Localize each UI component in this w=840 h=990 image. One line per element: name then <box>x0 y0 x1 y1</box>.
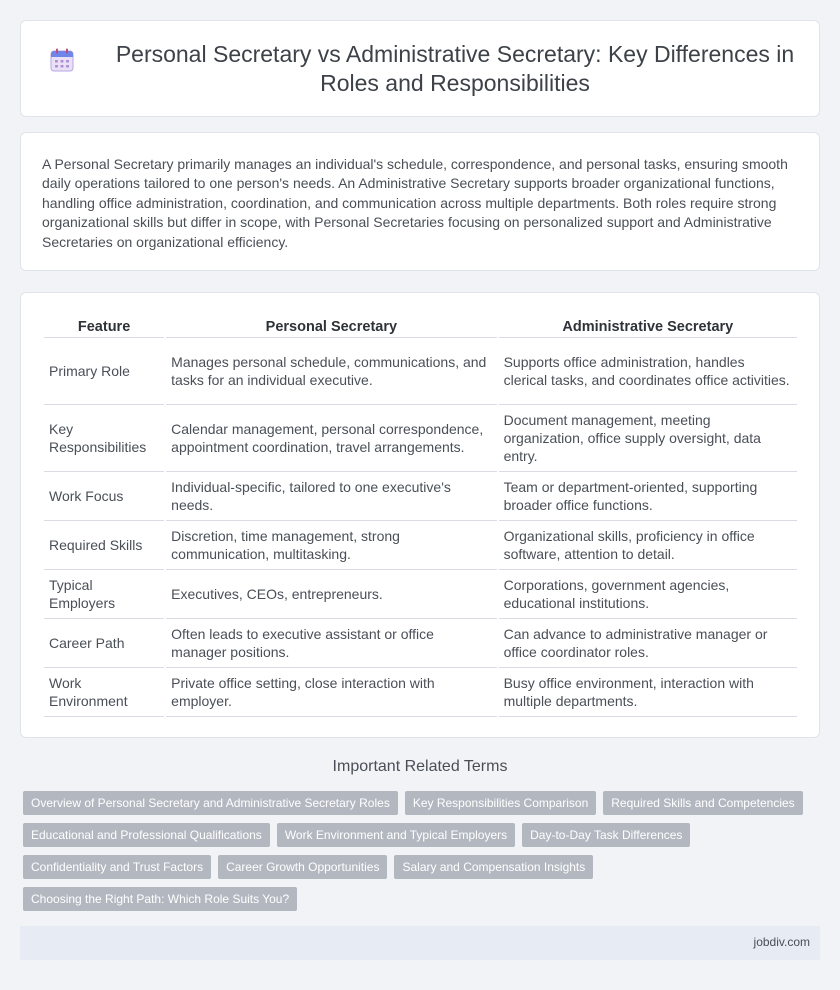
header-personal-secretary: Personal Secretary <box>166 313 496 338</box>
row-personal: Often leads to executive assistant or office manager positions. <box>166 619 496 668</box>
table-header-row <box>44 313 797 338</box>
row-feature: Key Responsibilities <box>44 405 164 472</box>
table-row <box>44 619 797 668</box>
related-term-tag[interactable]: Career Growth Opportunities <box>218 855 387 879</box>
row-personal: Manages personal schedule, communications, and tasks for an individual executive. <box>166 338 496 405</box>
row-administrative: Team or department-oriented, supporting broader office functions. <box>499 472 797 521</box>
footer <box>20 926 820 960</box>
row-feature: Career Path <box>44 619 164 668</box>
table-row <box>44 472 797 521</box>
intro-paragraph: A Personal Secretary primarily manages an individual's schedule, correspondence, and personal tasks, ensuring smooth daily operations tailored to one person's needs. An Administrative Secretary supports broader organizational functions, handling office administration, coordination, and communication across multiple departments. Both roles require strong organizational skills but differ in scope, with Personal Secretaries focusing on personalized support and Administrative Secretaries on organizational efficiency. <box>42 156 788 250</box>
row-personal: Calendar management, personal correspondence, appointment coordination, travel arrangements. <box>166 405 496 472</box>
table-row <box>44 521 797 570</box>
table-row <box>44 405 797 472</box>
related-term-tag[interactable]: Required Skills and Competencies <box>603 791 802 815</box>
row-administrative: Document management, meeting organization, office supply oversight, data entry. <box>499 405 797 472</box>
row-feature: Primary Role <box>44 338 164 405</box>
comparison-table <box>42 313 799 717</box>
row-administrative: Corporations, government agencies, educational institutions. <box>499 570 797 619</box>
row-feature: Typical Employers <box>44 570 164 619</box>
related-term-tag[interactable]: Choosing the Right Path: Which Role Suits You? <box>23 887 297 911</box>
related-terms-title: Important Related Terms <box>332 758 508 775</box>
title-card <box>20 20 820 117</box>
comparison-table-card <box>20 292 820 738</box>
row-personal: Individual-specific, tailored to one executive's needs. <box>166 472 496 521</box>
row-administrative: Busy office environment, interaction with multiple departments. <box>499 668 797 717</box>
row-administrative: Supports office administration, handles clerical tasks, and coordinates office activities. <box>499 338 797 405</box>
row-personal: Discretion, time management, strong communication, multitasking. <box>166 521 496 570</box>
row-feature: Work Focus <box>44 472 164 521</box>
header-feature: Feature <box>44 313 164 338</box>
related-term-tag[interactable]: Educational and Professional Qualifications <box>23 823 270 847</box>
related-term-tag[interactable]: Confidentiality and Trust Factors <box>23 855 211 879</box>
table-row <box>44 338 797 405</box>
related-term-tag[interactable]: Key Responsibilities Comparison <box>405 791 596 815</box>
header-administrative-secretary: Administrative Secretary <box>499 313 797 338</box>
row-administrative: Can advance to administrative manager or office coordinator roles. <box>499 619 797 668</box>
row-administrative: Organizational skills, proficiency in office software, attention to detail. <box>499 521 797 570</box>
row-feature: Required Skills <box>44 521 164 570</box>
table-row <box>44 570 797 619</box>
row-personal: Executives, CEOs, entrepreneurs. <box>166 570 496 619</box>
page-title: Personal Secretary vs Administrative Secretary: Key Differences in Roles and Responsibilities <box>115 40 795 96</box>
related-term-tag[interactable]: Overview of Personal Secretary and Administrative Secretary Roles <box>23 791 398 815</box>
related-terms-list <box>23 791 813 911</box>
table-row <box>44 668 797 717</box>
row-feature: Work Environment <box>44 668 164 717</box>
footer-site-link[interactable]: jobdiv.com <box>753 935 810 949</box>
related-term-tag[interactable]: Work Environment and Typical Employers <box>277 823 515 847</box>
related-term-tag[interactable]: Salary and Compensation Insights <box>394 855 593 879</box>
related-term-tag[interactable]: Day-to-Day Task Differences <box>522 823 690 847</box>
intro-card <box>20 132 820 271</box>
row-personal: Private office setting, close interaction with employer. <box>166 668 496 717</box>
